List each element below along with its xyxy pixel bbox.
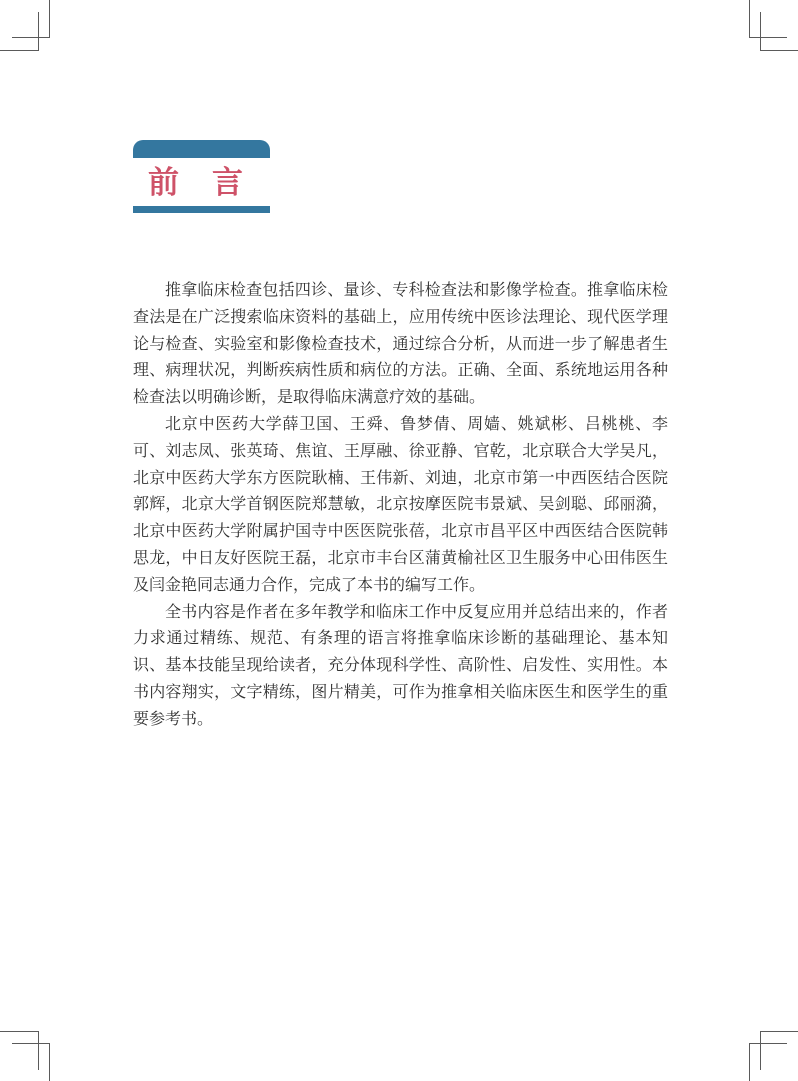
crop-mark-bottom-left-inner <box>0 1031 39 1070</box>
page-title: 前 言 <box>148 164 244 200</box>
crop-mark-top-left-inner <box>0 12 39 51</box>
badge-body <box>133 158 270 206</box>
crop-mark-bottom-right-inner <box>760 1031 798 1070</box>
preface-paragraph-summary: 全书内容是作者在多年教学和临床工作中反复应用并总结出来的，作者力求通过精练、规范、有条理的语言将推拿临床诊断的基础理论、基本知识、基本技能呈现给读者，充分体现科学性、高阶性、启发性、实用性。本书内容翔实，文字精练，图片精美，可作为推拿相关临床医生和医学生的重要参考书。 <box>133 603 668 728</box>
preface-content <box>133 278 668 734</box>
preface-paragraph-overview: 推拿临床检查包括四诊、量诊、专科检查法和影像学检查。推拿临床检查法是在广泛搜索临床资料的基础上，应用传统中医诊法理论、现代医学理论与检查、实验室和影像检查技术，通过综合分析，从而进一步了解患者生理、病理状况，判断疾病性质和病位的方法。正确、全面、系统地运用各种检查法以明确诊断，是取得临床满意疗效的基础。 <box>133 282 668 407</box>
preface-paragraph-contributors: 北京中医药大学薛卫国、王舜、鲁梦倩、周嫱、姚斌彬、吕桃桃、李可、刘志凤、张英琦、焦谊、王厚融、徐亚静、官乾，北京联合大学吴凡，北京中医药大学东方医院耿楠、王伟新、刘迪，北京市第一中西医结合医院郭辉，北京大学首钢医院郑慧敏，北京按摩医院韦景斌、吴剑聪、邱丽漪，北京中医药大学附属护国寺中医医院张蓓，北京市昌平区中西医结合医院韩思龙，中日友好医院王磊，北京市丰台区蒲黄榆社区卫生服务中心田伟医生及闫金艳同志通力合作，完成了本书的编写工作。 <box>133 415 668 594</box>
badge-underline-bar <box>133 206 270 213</box>
preface-title-badge <box>133 140 270 213</box>
badge-top-bar <box>133 140 270 158</box>
crop-mark-top-right-inner <box>760 12 798 51</box>
